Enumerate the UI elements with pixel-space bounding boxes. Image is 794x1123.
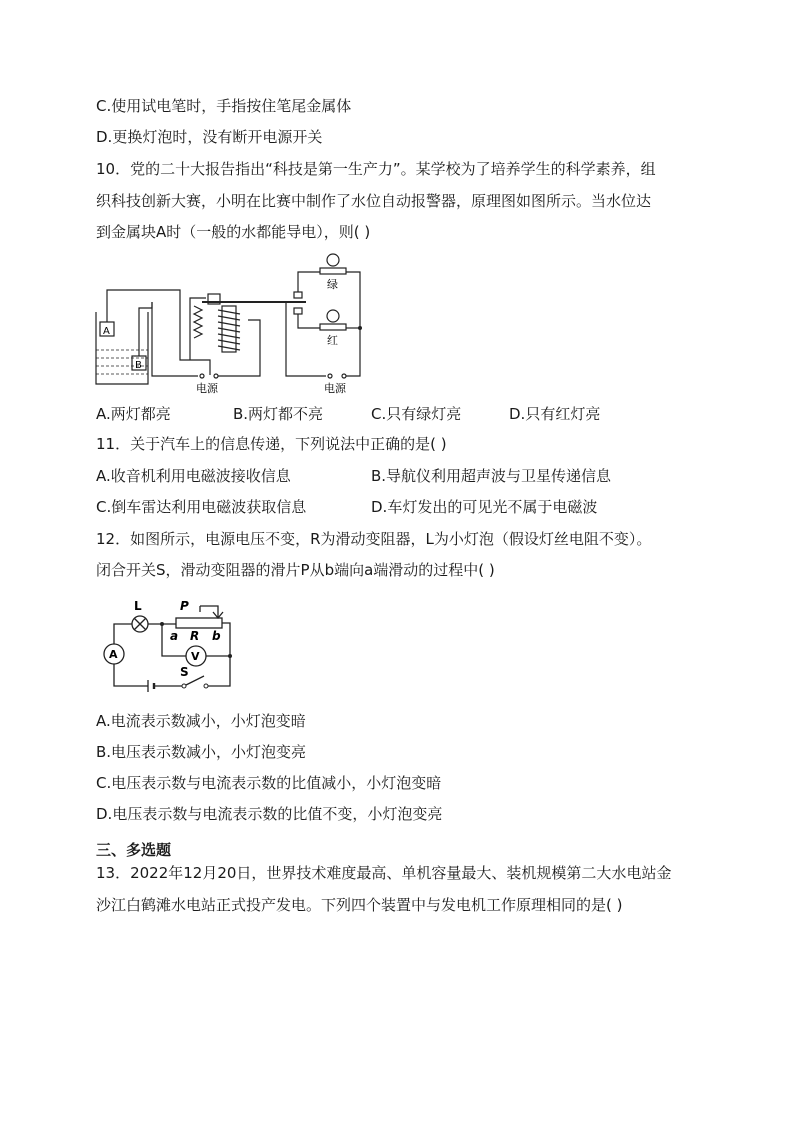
- q12-stem-line2: 闭合开关S，滑动变阻器的滑片P从b端向a端滑动的过程中( ): [96, 561, 495, 579]
- q9-option-d: D.更换灯泡时，没有断开电源开关: [96, 128, 323, 146]
- q11-option-a[interactable]: A.收音机利用电磁波接收信息: [96, 467, 291, 485]
- label-voltmeter: V: [191, 650, 200, 663]
- q13-stem-line2: 沙江白鹤滩水电站正式投产发电。下列四个装置中与发电机工作原理相同的是( ): [96, 896, 623, 914]
- label-b: B: [135, 360, 142, 371]
- q10-stem-line2: 织科技创新大赛，小明在比赛中制作了水位自动报警器，原理图如图所示。当水位达: [96, 192, 652, 210]
- q10-option-b[interactable]: B.两灯都不亮: [233, 405, 324, 423]
- q12-option-b[interactable]: B.电压表示数减小，小灯泡变亮: [96, 743, 307, 761]
- label-power-1: 电源: [196, 382, 218, 395]
- sliding-rheostat-circuit-diagram: [100, 596, 240, 698]
- label-power-2: 电源: [324, 382, 346, 395]
- q11-option-b[interactable]: B.导航仪利用超声波与卫星传递信息: [371, 467, 612, 485]
- q12-option-c[interactable]: C.电压表示数与电流表示数的比值减小，小灯泡变暗: [96, 774, 442, 792]
- q11-stem: 11．关于汽车上的信息传递，下列说法中正确的是( ): [96, 435, 447, 453]
- q11-option-c[interactable]: C.倒车雷达利用电磁波获取信息: [96, 498, 307, 516]
- label-l: L: [134, 599, 142, 613]
- label-red: 红: [327, 334, 338, 347]
- label-b-end: b: [212, 629, 221, 643]
- label-p: P: [180, 599, 189, 613]
- label-green: 绿: [327, 278, 338, 291]
- q11-option-d[interactable]: D.车灯发出的可见光不属于电磁波: [371, 498, 598, 516]
- red-lamp-bulb: [327, 310, 339, 322]
- q9-option-c: C.使用试电笔时，手指按住笔尾金属体: [96, 97, 352, 115]
- q12-stem-line1: 12．如图所示，电源电压不变，R为滑动变阻器，L为小灯泡（假设灯丝电阻不变）。: [96, 530, 652, 548]
- relay-spring: [194, 306, 202, 338]
- water-level-alarm-diagram: [90, 250, 380, 398]
- q10-option-c[interactable]: C.只有绿灯亮: [371, 405, 462, 423]
- label-s: S: [180, 665, 189, 679]
- q10-stem-line3: 到金属块A时（一般的水都能导电），则( ): [96, 223, 371, 241]
- label-ammeter: A: [109, 648, 118, 661]
- red-lamp-base: [320, 324, 346, 330]
- q10-option-d[interactable]: D.只有红灯亮: [509, 405, 601, 423]
- rheostat-r: [176, 618, 222, 628]
- q12-option-a[interactable]: A.电流表示数减小，小灯泡变暗: [96, 712, 306, 730]
- label-r: R: [190, 629, 200, 643]
- q10-option-a[interactable]: A.两灯都亮: [96, 405, 171, 423]
- section-multiple-choice-title: 三、多选题: [96, 841, 172, 859]
- relay-frame: [190, 298, 206, 360]
- label-a: A: [103, 326, 110, 337]
- slider-p: [200, 606, 218, 618]
- label-a-end: a: [170, 629, 179, 643]
- green-lamp-base: [320, 268, 346, 274]
- water-container: [96, 312, 148, 384]
- q10-stem-line1: 10．党的二十大报告指出“科技是第一生产力”。某学校为了培养学生的科学素养，组: [96, 160, 656, 178]
- q13-stem-line1: 13．2022年12月20日，世界技术难度最高、单机容量最大、装机规模第二大水电站金: [96, 864, 672, 882]
- green-lamp-bulb: [327, 254, 339, 266]
- q12-option-d[interactable]: D.电压表示数与电流表示数的比值不变，小灯泡变亮: [96, 805, 443, 823]
